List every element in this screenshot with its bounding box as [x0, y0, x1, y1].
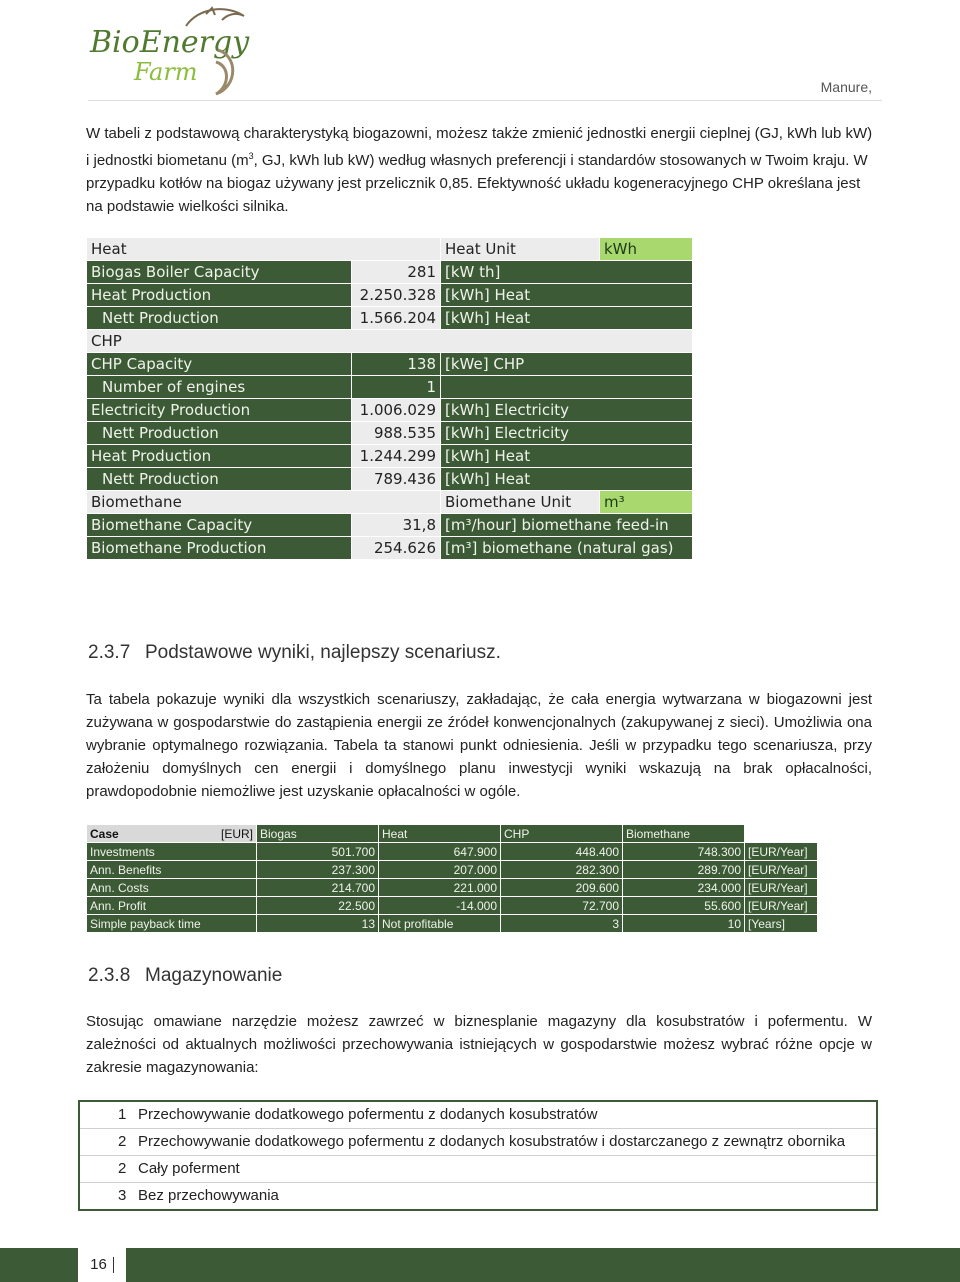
biomethane-capacity-value: 31,8: [352, 514, 441, 537]
chp-heat-nett-value: 789.436: [352, 468, 441, 491]
page-number-text: 16: [90, 1256, 107, 1273]
table-row: [87, 422, 693, 445]
row-label: Ann. Costs: [87, 879, 257, 897]
storage-paragraph: Stosując omawiane narzędzie możesz zawrzeć w biznesplanie magazyny dla kosubstratów i pofermentu. W zależności od aktualnych możliwości przechowywania istniejących w gospodarstwie możesz wybrać różne opcje w zakresie magazynowania:: [86, 1013, 872, 1076]
table-row: [87, 330, 693, 353]
option-text: Przechowywanie dodatkowego pofermentu z dodanych kosubstratów: [138, 1106, 598, 1123]
table-cell: 221.000: [379, 879, 501, 897]
option-text: Przechowywanie dodatkowego pofermentu z dodanych kosubstratów i dostarczanego z zewnątrz obornika: [138, 1133, 846, 1150]
case-label: Case: [90, 826, 119, 841]
row-unit: [m³] biomethane (natural gas): [441, 537, 693, 560]
row-unit: [kWh] Heat: [441, 445, 693, 468]
row-unit: [kWh] Heat: [441, 284, 693, 307]
row-label: Biomethane Production: [87, 537, 352, 560]
row-label: Number of engines: [87, 376, 352, 399]
intro-sup: 3: [248, 151, 254, 161]
engines-value: 1: [352, 376, 441, 399]
table-row: [87, 491, 693, 514]
row-label: Simple payback time: [87, 915, 257, 933]
logo-graphic: [88, 6, 258, 98]
biomethane-unit-label: Biomethane Unit: [441, 491, 600, 514]
row-unit: [EUR/Year]: [745, 861, 818, 879]
heat-unit-select[interactable]: kWh: [600, 238, 693, 261]
nett-production-value: 1.566.204: [352, 307, 441, 330]
table-row: [87, 399, 693, 422]
option-number: 2: [118, 1160, 127, 1177]
row-label: Nett Production: [87, 468, 352, 491]
row-unit: [kWe] CHP: [441, 353, 693, 376]
list-item[interactable]: [80, 1156, 876, 1183]
column-header: Heat: [379, 825, 501, 843]
table-row: [87, 514, 693, 537]
footer-bar: [0, 1248, 960, 1282]
unit-header: [745, 825, 818, 843]
table-cell: 55.600: [623, 897, 745, 915]
table-cell: 501.700: [257, 843, 379, 861]
boiler-capacity-value: 281: [352, 261, 441, 284]
table-cell: 748.300: [623, 843, 745, 861]
table-cell: 647.900: [379, 843, 501, 861]
list-item[interactable]: [80, 1102, 876, 1129]
list-item[interactable]: [80, 1183, 876, 1209]
row-label: Heat Production: [87, 284, 352, 307]
row-label: Investments: [87, 843, 257, 861]
option-number: 3: [118, 1187, 127, 1204]
table-row: [87, 445, 693, 468]
chp-heat-production-value: 1.244.299: [352, 445, 441, 468]
row-unit: [m³/hour] biomethane feed-in: [441, 514, 693, 537]
chp-header: CHP: [87, 330, 693, 353]
table-row: [87, 238, 693, 261]
biomethane-unit-select[interactable]: m³: [600, 491, 693, 514]
section-number: 2.3.8: [88, 965, 131, 986]
row-unit: [kWh] Electricity: [441, 422, 693, 445]
column-header: Biomethane: [623, 825, 745, 843]
chp-capacity-value: 138: [352, 353, 441, 376]
row-unit: [kWh] Heat: [441, 468, 693, 491]
intro-line-1: W tabeli z podstawową charakterystyką biogazowni, możesz także zmienić jednostki energii cieplnej (GJ, kWh lub kW) i jednostki biometanu (m: [86, 125, 873, 169]
intro-paragraph: [86, 122, 876, 218]
table-row: [87, 825, 818, 843]
row-label: Ann. Profit: [87, 897, 257, 915]
row-label: Heat Production: [87, 445, 352, 468]
table-cell: 289.700: [623, 861, 745, 879]
column-header: Biogas: [257, 825, 379, 843]
heat-unit-label: Heat Unit: [441, 238, 600, 261]
logo-farm: Farm: [134, 58, 198, 86]
page-number-divider: [113, 1257, 114, 1273]
table-cell: 3: [501, 915, 623, 933]
table-row: [87, 537, 693, 560]
table-cell: -14.000: [379, 897, 501, 915]
row-label: Electricity Production: [87, 399, 352, 422]
option-number: 2: [118, 1133, 127, 1150]
table-cell: 237.300: [257, 861, 379, 879]
el-nett-production-value: 988.535: [352, 422, 441, 445]
case-header: [87, 825, 257, 843]
table-row: [87, 307, 693, 330]
section-number: 2.3.7: [88, 642, 131, 663]
table-row: [87, 879, 818, 897]
table-cell: 10: [623, 915, 745, 933]
table-cell: 214.700: [257, 879, 379, 897]
intro-line-2: , GJ, kWh lub kW) według własnych preferencji i standardów stosowanych w Twoim kraju. W przypadku kotłów na biogaz używany jest przelicznik 0,85. Efektywność układu kogeneracyjnego CHP określana jest na podstawie wielkości silnika.: [86, 152, 868, 215]
section-title: Podstawowe wyniki, najlepszy scenariusz.: [145, 642, 501, 663]
table-cell: 207.000: [379, 861, 501, 879]
header-divider: [88, 100, 882, 101]
section-label: Manure,: [820, 79, 872, 95]
option-text: Bez przechowywania: [138, 1187, 279, 1204]
table-cell: 234.000: [623, 879, 745, 897]
table-cell: 448.400: [501, 843, 623, 861]
row-unit: [Years]: [745, 915, 818, 933]
heat-production-value: 2.250.328: [352, 284, 441, 307]
section-heading-238: [88, 965, 282, 987]
table-cell: Not profitable: [379, 915, 501, 933]
row-label: Biomethane Capacity: [87, 514, 352, 537]
table-row: [87, 468, 693, 491]
biomethane-header: Biomethane: [87, 491, 441, 514]
table-row: [87, 284, 693, 307]
row-unit: [EUR/Year]: [745, 897, 818, 915]
row-label: Biogas Boiler Capacity: [87, 261, 352, 284]
logo-bioenergy: BioEnergy: [90, 25, 250, 60]
table-cell: 22.500: [257, 897, 379, 915]
page-number: [78, 1248, 126, 1282]
table-cell: 209.600: [501, 879, 623, 897]
heat-header: Heat: [87, 238, 441, 261]
table-cell: 13: [257, 915, 379, 933]
row-unit: [EUR/Year]: [745, 879, 818, 897]
biomethane-production-value: 254.626: [352, 537, 441, 560]
row-unit: [kWh] Heat: [441, 307, 693, 330]
table-row: [87, 261, 693, 284]
table-cell: 282.300: [501, 861, 623, 879]
row-unit: [kWh] Electricity: [441, 399, 693, 422]
option-number: 1: [118, 1106, 127, 1123]
table-row: [87, 915, 818, 933]
bioenergy-farm-logo: [88, 6, 258, 98]
results-paragraph: Ta tabela pokazuje wyniki dla wszystkich scenariuszy, zakładając, że cała energia wytwarzana w biogazowni jest zużywana w gospodarstwie do zastąpienia energii ze źródeł konwencjonalnych (zakupywanej z sieci). Umożliwia ona wybranie optymalnego rozwiązania. Tabela ta stanowi punkt odniesienia. Jeśli w przypadku tego scenariusza, przy założeniu domyślnych cen energii i domyślnego planu inwestycji wyniki wskazują na brak opłacalności, prawdopodobnie niemożliwe jest uzyskanie opłacalności w ogóle.: [86, 691, 872, 800]
table-row: [87, 376, 693, 399]
row-label: Ann. Benefits: [87, 861, 257, 879]
storage-options-list: [78, 1100, 878, 1211]
row-unit: [kW th]: [441, 261, 693, 284]
row-label: Nett Production: [87, 307, 352, 330]
list-item[interactable]: [80, 1129, 876, 1156]
section-title: Magazynowanie: [145, 965, 283, 986]
table-cell: 72.700: [501, 897, 623, 915]
option-text: Cały poferment: [138, 1160, 240, 1177]
row-label: CHP Capacity: [87, 353, 352, 376]
column-header: CHP: [501, 825, 623, 843]
section-heading-237: [88, 642, 501, 664]
table-row: [87, 861, 818, 879]
results-table: [86, 824, 818, 933]
row-unit: [EUR/Year]: [745, 843, 818, 861]
table-row: [87, 897, 818, 915]
table-row: [87, 843, 818, 861]
electricity-production-value: 1.006.029: [352, 399, 441, 422]
case-unit: [EUR]: [220, 826, 253, 841]
row-label: Nett Production: [87, 422, 352, 445]
table-row: [87, 353, 693, 376]
plant-settings-table: [86, 237, 693, 560]
row-unit: [441, 376, 693, 399]
